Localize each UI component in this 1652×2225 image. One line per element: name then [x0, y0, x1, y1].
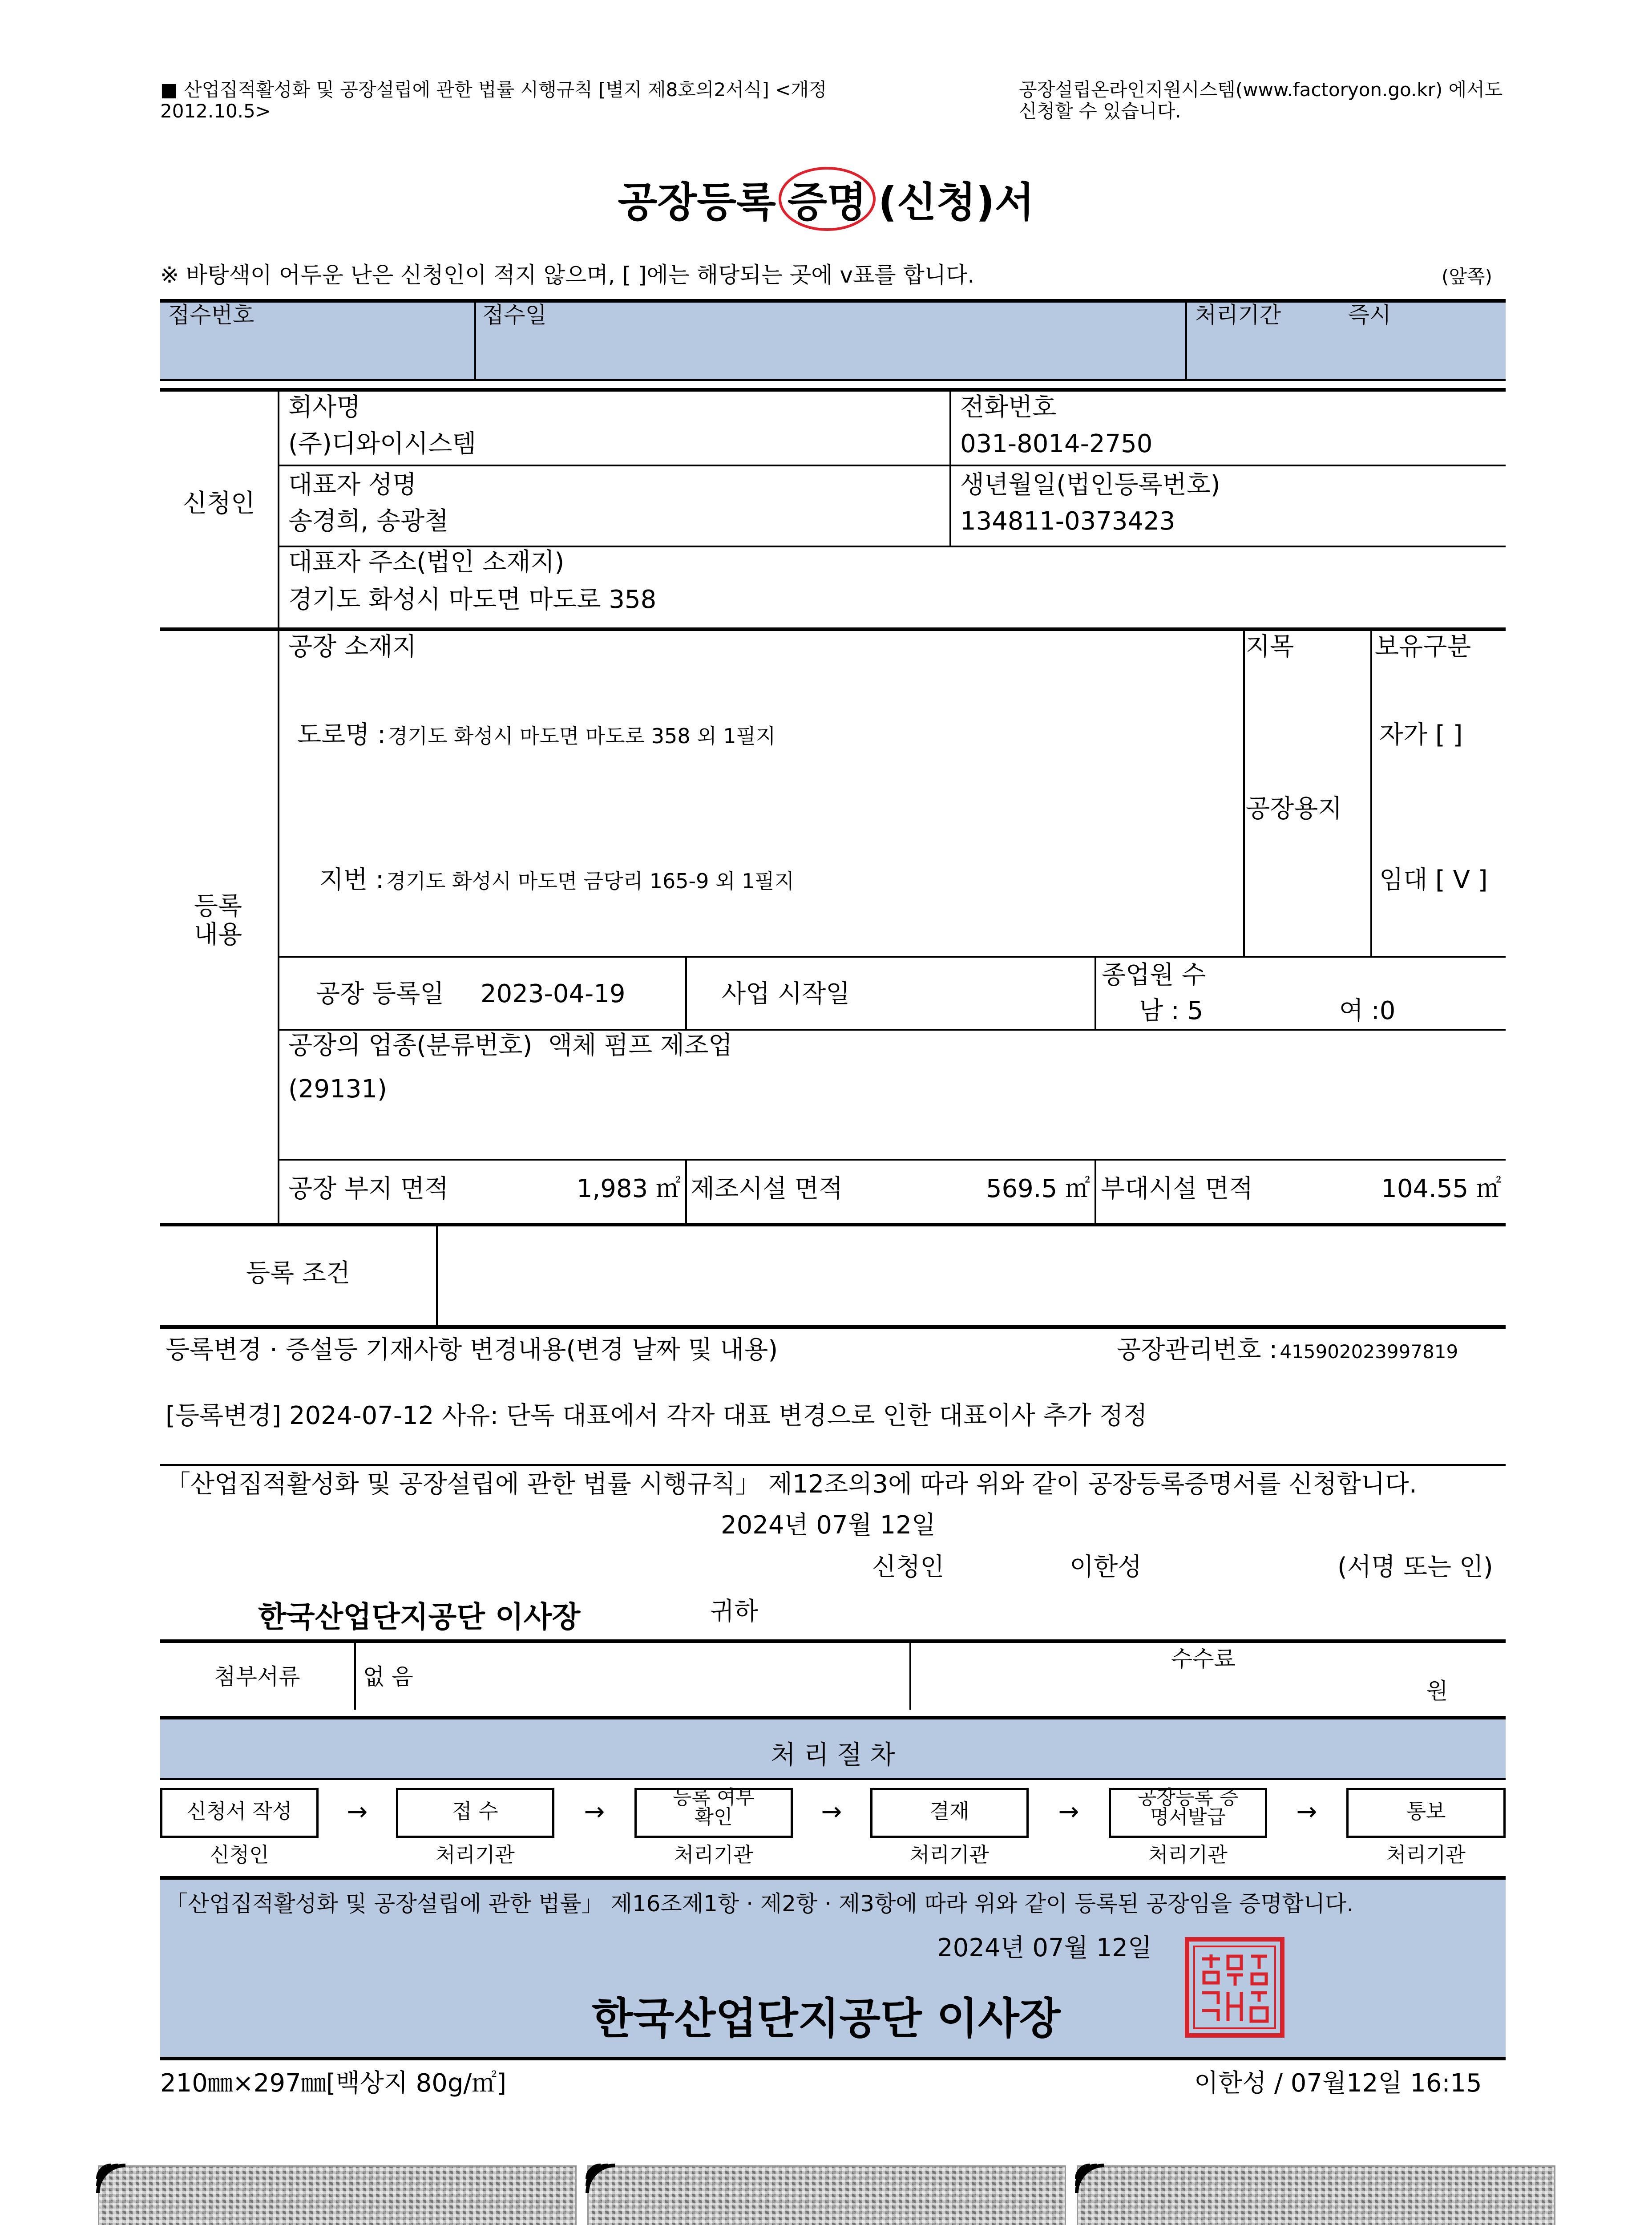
barcode-corner-icon: [1075, 2164, 1106, 2195]
registration-date-value: 2023-04-19: [481, 979, 626, 1008]
manufacturing-area-value: 569.5 ㎡: [986, 1174, 1090, 1203]
road-address-value: 경기도 화성시 마도면 마도로 358 외 1필지: [388, 724, 776, 748]
birth-corp-number-label: 생년월일(법인등록번호): [960, 470, 1220, 499]
address-value: 경기도 화성시 마도면 마도로 358: [288, 585, 657, 614]
receipt-number-label: 접수번호: [168, 302, 254, 328]
business-start-label: 사업 시작일: [722, 979, 850, 1008]
honorific: 귀하: [710, 1597, 759, 1626]
processing-period-value: 즉시: [1348, 302, 1391, 328]
manufacturing-area-label: 제조시설 면적: [691, 1174, 843, 1203]
land-category-value: 공장용지: [1246, 794, 1342, 823]
applicant-sign-label: 신청인: [872, 1553, 945, 1582]
processing-period-label: 처리기간: [1195, 302, 1281, 328]
phone-value: 031-8014-2750: [960, 429, 1153, 458]
birth-corp-number-value: 134811-0373423: [960, 507, 1175, 536]
official-seal: [1184, 1937, 1285, 2038]
land-category-label: 지목: [1246, 632, 1294, 661]
fee-unit: 원: [1426, 1678, 1448, 1704]
arrow-icon: →: [1058, 1797, 1079, 1826]
factory-mgmt-number-label: 공장관리번호 :: [1117, 1335, 1278, 1364]
paper-spec: 210㎜×297㎜[백상지 80g/㎡]: [160, 2069, 507, 2098]
ownership-lease-option[interactable]: 임대 [ V ]: [1379, 866, 1488, 894]
online-system-note: 공장설립온라인지원시스템(www.factoryon.go.kr) 에서도 신청할 수 있습니다.: [1019, 79, 1503, 122]
issuance-stamp: 이한성 / 07월12일 16:15: [1194, 2069, 1482, 2098]
arrow-icon: →: [821, 1797, 842, 1826]
applicant-sign-name: 이한성: [1070, 1553, 1142, 1582]
industry-row: [288, 1032, 732, 1060]
step-actor: 처리기관: [1386, 1843, 1466, 1867]
change-entry: [등록변경] 2024-07-12 사유: 단독 대표에서 각자 대표 변경으로 인한 대표이사 추가 정정: [166, 1401, 1147, 1430]
road-address-row: [297, 721, 776, 749]
company-name-value: (주)디와이시스템: [288, 429, 477, 458]
applicant-section-label: 신청인: [182, 489, 255, 518]
lot-address-value: 경기도 화성시 마도면 금당리 165-9 외 1필지: [386, 869, 795, 893]
registration-date-label: 공장 등록일: [316, 979, 444, 1008]
lot-address-label: 지번 :: [319, 866, 384, 894]
representative-label: 대표자 성명: [288, 470, 417, 499]
step-label: 공장등록 증명서발급: [1137, 1786, 1239, 1829]
ownership-label: 보유구분: [1375, 632, 1471, 661]
barcode-corner-icon: [586, 2164, 617, 2195]
company-name-label: 회사명: [288, 393, 361, 422]
barcode-corner-icon: [96, 2164, 127, 2195]
step-label: 등록 여부 확인: [672, 1786, 755, 1829]
auxiliary-area-label: 부대시설 면적: [1101, 1174, 1253, 1203]
certification-date: 2024년 07월 12일: [937, 1934, 1152, 1962]
2d-barcode: [587, 2165, 1066, 2225]
representative-value: 송경희, 송광철: [288, 507, 449, 536]
receipt-row: [160, 301, 1506, 379]
factory-mgmt-number: [1117, 1336, 1458, 1364]
declaration-date: 2024년 07월 12일: [721, 1511, 936, 1540]
step-label: 통보: [1406, 1799, 1446, 1823]
sign-or-seal-note: (서명 또는 인): [1337, 1553, 1493, 1582]
process-title: 처 리 절 차: [771, 1740, 895, 1770]
industry-code: (29131): [288, 1075, 387, 1104]
road-address-label: 도로명 :: [297, 720, 386, 749]
arrow-icon: →: [1296, 1797, 1317, 1826]
employees-male: 남 : 5: [1139, 996, 1204, 1025]
step-label: 결재: [929, 1799, 969, 1823]
front-side-note: (앞쪽): [1442, 266, 1492, 287]
step-label: 접 수: [452, 1799, 498, 1823]
certification-text: 「산업집적활성화 및 공장설립에 관한 법률」 제16조제1항 · 제2항 · 제3항에 따라 위와 같이 등록된 공장임을 증명합니다.: [166, 1891, 1354, 1917]
site-area-value: 1,983 ㎡: [576, 1174, 681, 1203]
attachments-value: 없 음: [363, 1664, 413, 1690]
step-actor: 신청인: [210, 1843, 269, 1867]
factory-location-label: 공장 소재지: [288, 632, 417, 661]
declaration-text: 「산업집적활성화 및 공장설립에 관한 법률 시행규칙」 제12조의3에 따라 위와 같이 공장등록증명서를 신청합니다.: [166, 1470, 1417, 1499]
phone-label: 전화번호: [960, 393, 1057, 422]
issuer-name: 한국산업단지공단 이사장: [592, 1994, 1061, 2043]
fee-label: 수수료: [1171, 1646, 1236, 1672]
attachments-label: 첨부서류: [214, 1664, 300, 1690]
step-label: 신청서 작성: [186, 1799, 292, 1823]
registration-conditions-label: 등록 조건: [246, 1259, 351, 1288]
title-circled-word: 증명: [779, 167, 876, 231]
registration-section-label: 등록 내용: [194, 892, 242, 950]
ownership-own-option[interactable]: 자가 [ ]: [1379, 720, 1463, 749]
document-title: [0, 167, 1652, 231]
arrow-icon: →: [347, 1797, 368, 1826]
2d-barcode: [98, 2165, 577, 2225]
industry-value: 액체 펌프 제조업: [548, 1031, 733, 1060]
title-part-2: (신청)서: [878, 178, 1034, 226]
changes-label: 등록변경 · 증설등 기재사항 변경내용(변경 날짜 및 내용): [166, 1335, 778, 1364]
step-actor: 처리기관: [1148, 1843, 1228, 1867]
step-actor: 처리기관: [436, 1843, 515, 1867]
2d-barcode: [1077, 2165, 1555, 2225]
employees-female: 여 :0: [1339, 996, 1396, 1025]
auxiliary-area-value: 104.55 ㎡: [1381, 1174, 1501, 1203]
step-actor: 처리기관: [910, 1843, 989, 1867]
industry-label: 공장의 업종(분류번호): [288, 1031, 533, 1060]
title-part-1: 공장등록: [618, 178, 776, 226]
receipt-date-label: 접수일: [482, 302, 547, 328]
lot-address-row: [319, 866, 794, 894]
law-reference-note: ■ 산업집적활성화 및 공장설립에 관한 법률 시행규칙 [별지 제8호의2서식] <개정 2012.10.5>: [160, 79, 827, 122]
addressee: 한국산업단지공단 이사장: [258, 1600, 581, 1634]
address-label: 대표자 주소(법인 소재지): [288, 548, 565, 577]
site-area-label: 공장 부지 면적: [288, 1174, 449, 1203]
employees-label: 종업원 수: [1102, 961, 1206, 990]
instruction-note: ※ 바탕색이 어두운 난은 신청인이 적지 않으며, [ ]에는 해당되는 곳에 v표를 합니다.: [160, 262, 975, 288]
arrow-icon: →: [584, 1797, 605, 1826]
step-actor: 처리기관: [674, 1843, 753, 1867]
factory-mgmt-number-value: 415902023997819: [1280, 1341, 1458, 1363]
